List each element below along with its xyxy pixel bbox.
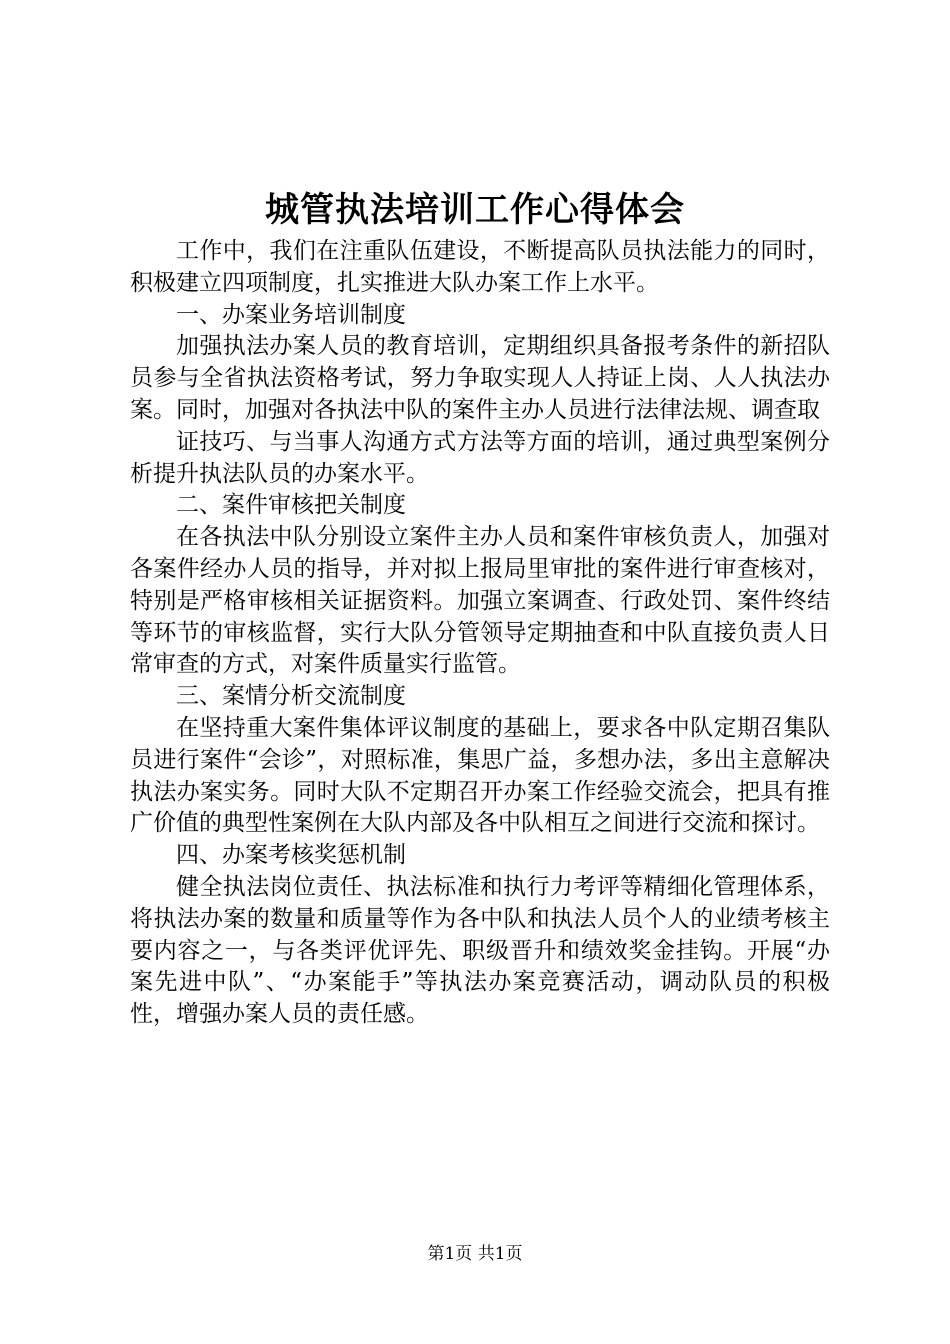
section-1-paragraph-a: 加强执法办案人员的教育培训，定期组织具备报考条件的新招队员参与全省执法资格考试，努力争取实现人人持证上岗、人人执法办案。同时，加强对各执法中队的案件主办人员进行法律法规、调查取 [130,333,830,423]
section-heading-1: 一、办案业务培训制度 [176,301,406,328]
section-2-paragraph: 在各执法中队分别设立案件主办人员和案件审核负责人，加强对各案件经办人员的指导，并对拟上报局里审批的案件进行审查核对，特别是严格审核相关证据资料。加强立案调查、行政处罚、案件终结等环节的审核监督，实行大队分管领导定期抽查和中队直接负责人日常审查的方式，对案件质量实行监管。 [130,524,830,678]
section-heading-3: 三、案情分析交流制度 [176,683,406,710]
section-4-paragraph: 健全执法岗位责任、执法标准和执行力考评等精细化管理体系，将执法办案的数量和质量等作为各中队和执法人员个人的业绩考核主要内容之一，与各类评优评先、职级晋升和绩效奖金挂钩。开展“办案先进中队”、“办案能手”等执法办案竞赛活动，调动队员的积极性，增强办案人员的责任感。 [130,873,830,1028]
section-heading-4: 四、办案考核奖惩机制 [176,842,406,869]
intro-paragraph: 工作中，我们在注重队伍建设，不断提高队员执法能力的同时，积极建立四项制度，扎实推进大队办案工作上水平。 [130,238,830,296]
section-3-paragraph: 在坚持重大案件集体评议制度的基础上，要求各中队定期召集队员进行案件“会诊”，对照标准，集思广益，多想办法，多出主意解决执法办案实务。同时大队不定期召开办案工作经验交流会，把具有推广价值的典型性案例在大队内部及各中队相互之间进行交流和探讨。 [130,714,830,837]
section-heading-2: 二、案件审核把关制度 [176,492,406,519]
section-1-paragraph-b: 证技巧、与当事人沟通方式方法等方面的培训，通过典型案例分析提升执法队员的办案水平。 [130,428,830,487]
document-body [130,236,830,1031]
document-title: 城管执法培训工作心得体会 [265,190,685,230]
page-footer: 第1页 共1页 [427,1244,523,1264]
